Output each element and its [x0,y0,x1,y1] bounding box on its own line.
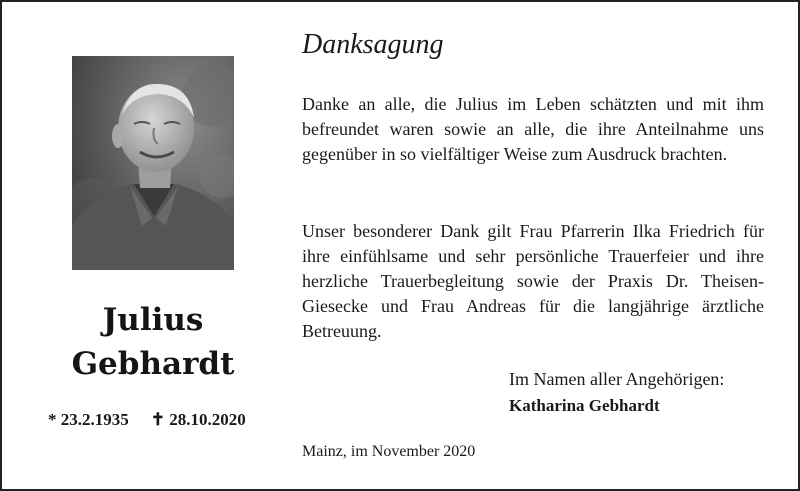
portrait-photo [72,56,234,270]
thanks-paragraph-1: Danke an alle, die Julius im Leben schätzten und mit ihm befreundet waren sowie an alle, die ihre Anteilnahme uns gegenüber in so vielfältiger Weise zum Ausdruck brachten. [302,94,764,164]
birth-date: * 23.2.1935 [48,410,129,429]
deceased-name [42,298,264,386]
death-date: ✝ 28.10.2020 [150,410,246,429]
notice-title: Danksagung [302,29,444,60]
signature-name: Katharina Gebhardt [509,396,660,415]
last-name: Gebhardt [71,346,235,382]
thanks-paragraph-2: Unser besonderer Dank gilt Frau Pfarrerin Ilka Friedrich für ihre einfühlsame und sehr persönliche Trauerfeier und ihre herzliche Trauerbegleitung sowie der Praxis Dr. Theisen-Giesecke und Frau Andreas für die langjährige ärztliche Betreuung. [302,221,764,341]
signature-intro: Im Namen aller Angehörigen: [509,369,725,389]
life-dates [48,410,268,430]
place-date: Mainz, im November 2020 [302,443,476,460]
portrait-illustration [72,56,234,270]
first-name: Julius [102,302,204,338]
